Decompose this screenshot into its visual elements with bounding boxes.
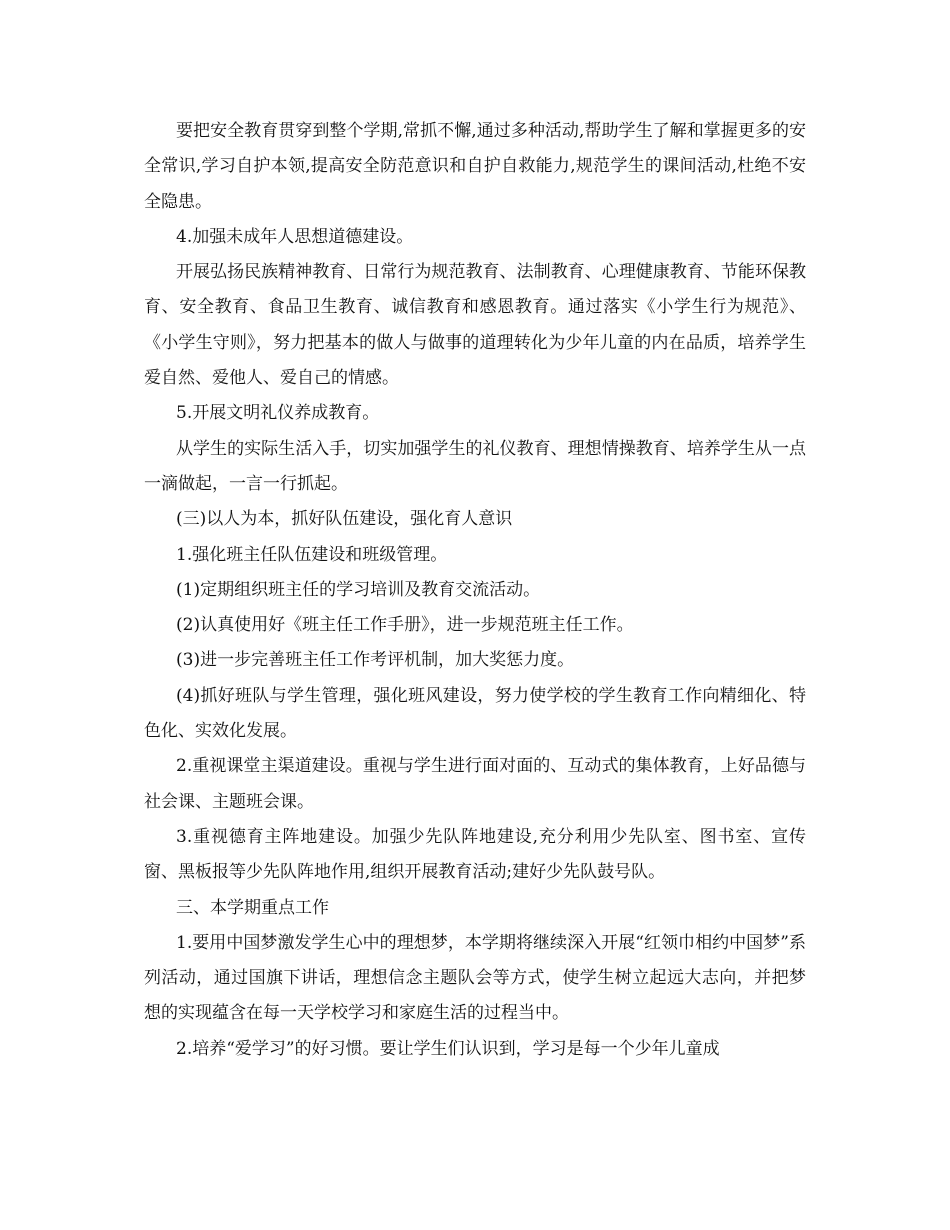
heading-head-teacher-management: 1.强化班主任队伍建设和班级管理。	[176, 544, 448, 565]
heading-team-building: (三)以人为本，抓好队伍建设，强化育人意识	[176, 509, 513, 530]
heading-moral-construction: 4.加强未成年人思想道德建设。	[176, 226, 414, 247]
list-item-training: (1)定期组织班主任的学习培训及教育交流活动。	[176, 579, 541, 600]
paragraph-love-learning: 2.培养“爱学习”的好习惯。要让学生们认识到，学习是每一个少年儿童成	[176, 1038, 720, 1059]
heading-key-work: 三、本学期重点工作	[176, 897, 329, 918]
list-item-evaluation: (3)进一步完善班主任工作考评机制，加大奖惩力度。	[176, 650, 575, 671]
paragraph-moral-position: 3.重视德育主阵地建设。加强少先队阵地建设,充分利用少先队室、图书室、宣传窗、黑板报等少先队阵地作用,组织开展教育活动;建好少先队鼓号队。	[144, 826, 806, 883]
heading-etiquette-education: 5.开展文明礼仪养成教育。	[176, 403, 380, 424]
paragraph-safety-education: 要把安全教育贯穿到整个学期,常抓不懈,通过多种活动,帮助学生了解和掌握更多的安全常识,学习自护本领,提高安全防范意识和自护自救能力,规范学生的课间活动,杜绝不安全隐患。	[144, 121, 806, 212]
paragraph-etiquette: 从学生的实际生活入手，切实加强学生的礼仪教育、理想情操教育、培养学生从一点一滴做起，一言一行抓起。	[144, 438, 806, 494]
document-body	[144, 114, 806, 1067]
paragraph-classroom-channel: 2.重视课堂主渠道建设。重视与学生进行面对面的、互动式的集体教育，上好品德与社会课、主题班会课。	[144, 756, 806, 812]
paragraph-china-dream: 1.要用中国梦激发学生心中的理想梦，本学期将继续深入开展“红领巾相约中国梦”系列活动，通过国旗下讲话，理想信念主题队会等方式，使学生树立起远大志向，并把梦想的实现蕴含在每一天学校学习和家庭生活的过程当中。	[144, 932, 806, 1024]
list-item-class-management: (4)抓好班队与学生管理，强化班风建设，努力使学校的学生教育工作向精细化、特色化、实效化发展。	[144, 685, 806, 742]
paragraph-moral-education: 开展弘扬民族精神教育、日常行为规范教育、法制教育、心理健康教育、节能环保教育、安全教育、食品卫生教育、诚信教育和感恩教育。通过落实《小学生行为规范》、《小学生守则》，努力把基本的做人与做事的道理转化为少年儿童的内在品质，培养学生爱自然、爱他人、爱自己的情感。	[144, 262, 806, 389]
list-item-handbook: (2)认真使用好《班主任工作手册》，进一步规范班主任工作。	[176, 615, 634, 636]
